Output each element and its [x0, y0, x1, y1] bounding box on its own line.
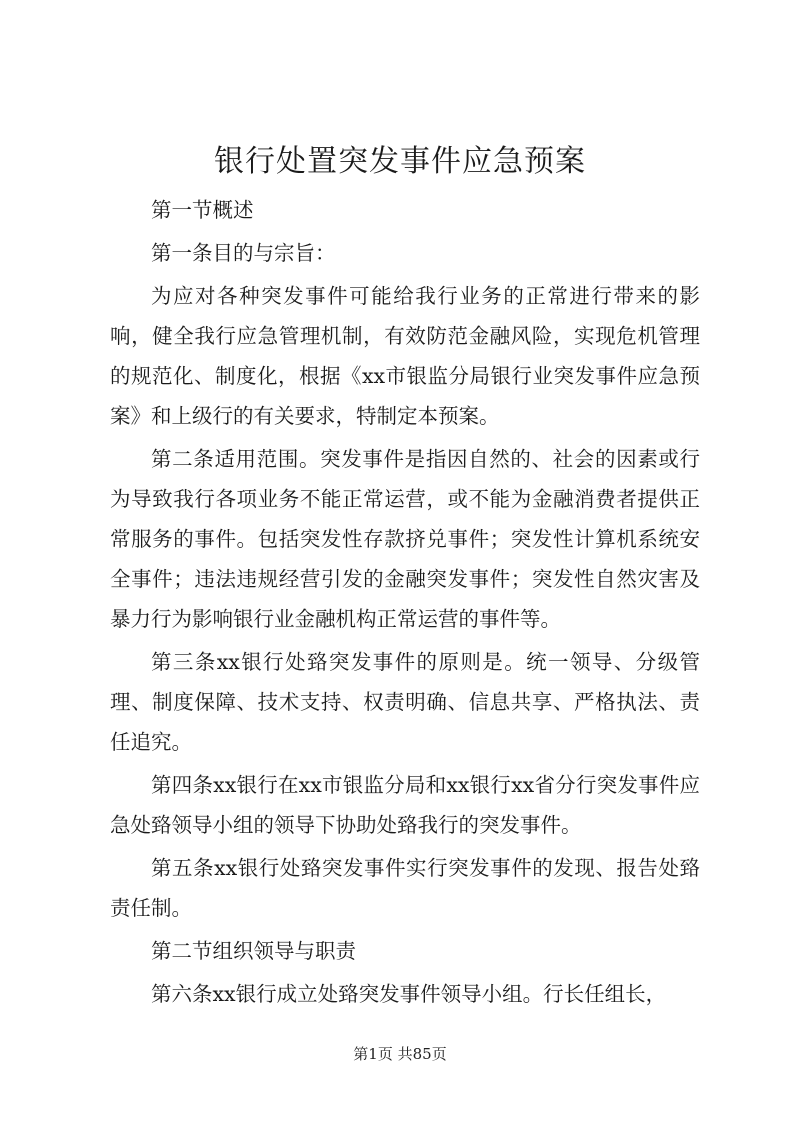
section-heading-overview: 第一节概述 [151, 198, 254, 222]
page-number-footer: 第1页 共85页 [353, 1045, 447, 1063]
article-5: 第五条xx银行处臵突发事件实行突发事件的发现、报告处臵责任制。 [110, 856, 700, 920]
article-2: 第二条适用范围。突发事件是指因自然的、社会的因素或行为导致我行各项业务不能正常运营，或不能为金融消费者提供正常服务的事件。包括突发性存款挤兑事件；突发性计算机系统安全事件；违法违规经营引发的金融突发事件；突发性自然灾害及暴力行为影响银行业金融机构正常运营的事件等。 [110, 447, 700, 631]
article-3: 第三条xx银行处臵突发事件的原则是。统一领导、分级管理、制度保障、技术支持、权责明确、信息共享、严格执法、责任追究。 [110, 650, 700, 754]
article-4: 第四条xx银行在xx市银监分局和xx银行xx省分行突发事件应急处臵领导小组的领导下协助处臵我行的突发事件。 [110, 773, 700, 837]
article-1-heading: 第一条目的与宗旨： [151, 241, 336, 265]
section-heading-organization: 第二节组织领导与职责 [151, 939, 356, 963]
document-body [110, 190, 700, 1017]
article-6: 第六条xx银行成立处臵突发事件领导小组。行长任组长， [151, 982, 667, 1006]
article-1-body: 为应对各种突发事件可能给我行业务的正常进行带来的影响，健全我行应急管理机制，有效防范金融风险，实现危机管理的规范化、制度化，根据《xx市银监分局银行业突发事件应急预案》和上级行的有关要求，特制定本预案。 [110, 284, 700, 428]
document-title: 银行处置突发事件应急预案 [214, 144, 586, 179]
